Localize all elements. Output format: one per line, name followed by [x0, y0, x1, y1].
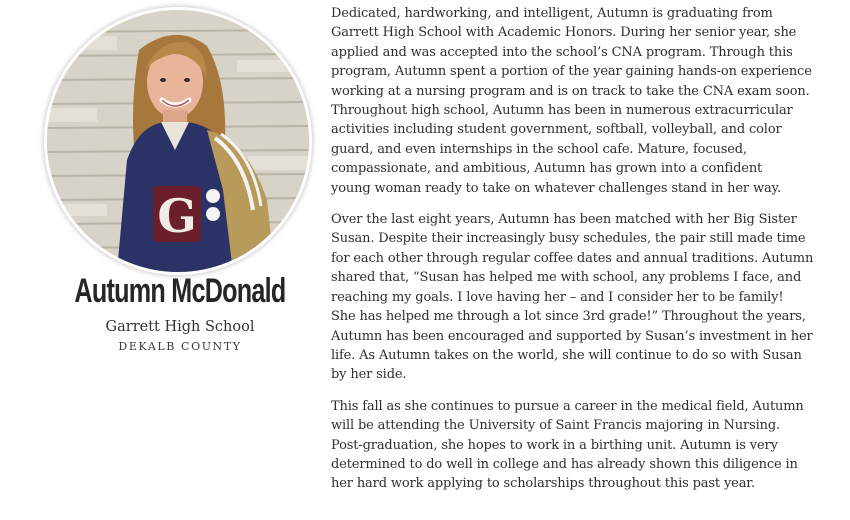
county-name: DEKALB COUNTY: [118, 340, 242, 353]
school-name: Garrett High School: [105, 319, 255, 335]
bio-line: young woman ready to take on whatever challenges stand in her way.: [331, 180, 781, 196]
bio-line: Susan. Despite their increasingly busy schedules, the pair still made time: [331, 231, 806, 247]
bio-line: activities including student government, softball, volleyball, and color: [331, 122, 782, 138]
bio-line: This fall as she continues to pursue a career in the medical field, Autumn: [331, 398, 804, 414]
student-name: Autumn McDonald: [74, 272, 286, 310]
bio-line: compassionate, and ambitious, Autumn has grown into a confident: [331, 161, 763, 177]
profile-column: [0, 0, 320, 520]
bio-paragraph-2: [331, 210, 841, 385]
bio-line: for each other through regular coffee dates and annual traditions. Autumn: [331, 250, 814, 266]
portrait-photo: [47, 10, 309, 272]
bio-line: Throughout high school, Autumn has been in numerous extracurricular: [331, 103, 793, 119]
bio-line: working at a nursing program and is on track to take the CNA exam soon.: [331, 83, 810, 99]
bio-paragraph-3: [331, 397, 841, 494]
bio-line: determined to do well in college and has already shown this diligence in: [331, 456, 798, 472]
bio-line: reaching my goals. I love having her – and I consider her to be family!: [331, 289, 784, 305]
bio-line: her hard work applying to scholarships throughout this past year.: [331, 476, 755, 492]
bio-line: life. As Autumn takes on the world, she will continue to do so with Susan: [331, 347, 802, 363]
bio-line: program, Autumn spent a portion of the year gaining hands-on experience: [331, 64, 812, 80]
bio-paragraph-1: [331, 4, 841, 198]
bio-line: applied and was accepted into the school’s CNA program. Through this: [331, 44, 793, 60]
bio-line: She has helped me through a lot since 3rd grade!” Throughout the years,: [331, 309, 806, 325]
bio-line: will be attending the University of Saint Francis majoring in Nursing.: [331, 418, 780, 434]
bio-line: Garrett High School with Academic Honors. During her senior year, she: [331, 25, 797, 41]
bio-line: shared that, “Susan has helped me with school, any problems I face, and: [331, 270, 802, 286]
bio-line: Autumn has been encouraged and supported by Susan’s investment in her: [331, 328, 813, 344]
bio-line: Over the last eight years, Autumn has been matched with her Big Sister: [331, 212, 797, 228]
portrait-illustration: [47, 10, 309, 272]
bio-section: [331, 4, 841, 506]
bio-line: Post-graduation, she hopes to work in a birthing unit. Autumn is very: [331, 437, 778, 453]
bio-line: by her side.: [331, 367, 407, 383]
svg-text:G: G: [157, 189, 197, 243]
bio-line: guard, and even internships in the school cafe. Mature, focused,: [331, 141, 747, 157]
bio-line: Dedicated, hardworking, and intelligent, Autumn is graduating from: [331, 6, 773, 21]
